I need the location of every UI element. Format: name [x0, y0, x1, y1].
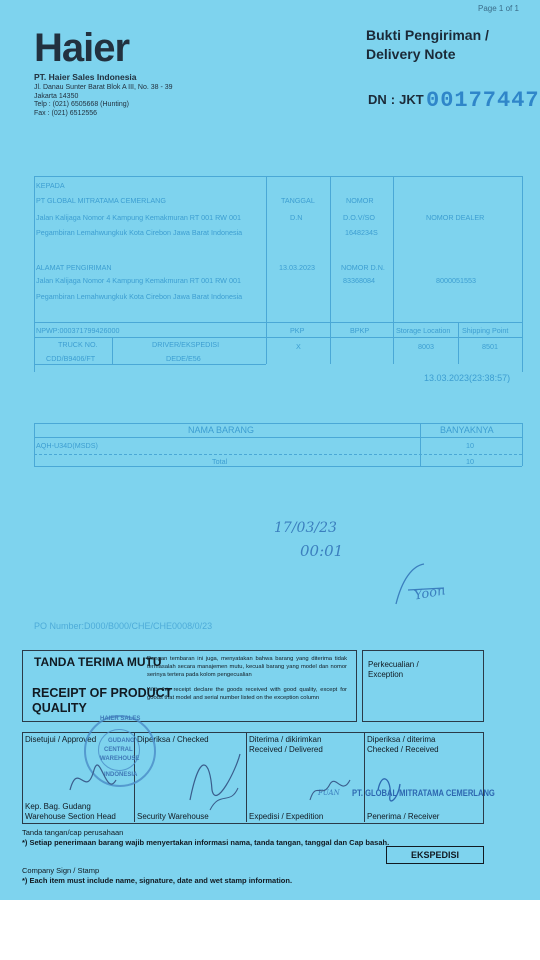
- item-qty-header: BANYAKNYA: [440, 425, 494, 435]
- total-qty: 10: [466, 457, 474, 466]
- dealer-value: 8000051553: [436, 276, 476, 285]
- items-col-rule: [420, 423, 421, 466]
- note-id: *) Setiap penerimaan barang wajib menyertakan informasi nama, tanda tangan, tanggal dan Cap basah.: [22, 838, 390, 847]
- dn-number: 00177447: [426, 88, 540, 113]
- table-rule: [34, 322, 522, 323]
- table-right-rule: [522, 176, 523, 372]
- item-name: AQH-U34D(MSDS): [36, 441, 98, 450]
- page-number: Page 1 of 1: [478, 4, 519, 13]
- warehouse-head-label-1: Kep. Bag. Gudang: [25, 802, 91, 811]
- exception-label-2: Exception: [368, 670, 404, 679]
- kepada-label: KEPADA: [36, 181, 65, 190]
- storage-value: 8003: [418, 342, 434, 351]
- items-left-rule: [34, 423, 35, 466]
- kepada-name: PT GLOBAL MITRATAMA CEMERLANG: [36, 196, 166, 205]
- receipt-title-en-2: QUALITY: [32, 701, 87, 715]
- shipping-value: 8501: [482, 342, 498, 351]
- dn-prefix: JKT: [399, 92, 424, 107]
- total-label: Total: [212, 457, 228, 466]
- signature-stroke: [390, 560, 450, 610]
- expedition-name: FUAN: [318, 789, 340, 797]
- dovso-code: D.O.V/SO: [343, 213, 375, 222]
- tanggal-value: 13.03.2023: [279, 263, 315, 272]
- handwritten-signature: Yoon: [412, 583, 447, 604]
- signature-scribbles: [60, 740, 450, 820]
- npwp: NPWP:000371799426000: [36, 326, 120, 335]
- po-number: PO Number:D000/B000/CHE/CHE0008/0/23: [34, 621, 213, 631]
- alamat-label: ALAMAT PENGIRIMAN: [36, 263, 112, 272]
- checked-received-label-2: Checked / Received: [367, 745, 439, 754]
- ekspedisi-copy-label: EKSPEDISI: [386, 846, 484, 864]
- alamat-address-1: Jalan Kalijaga Nomor 4 Kampung Kemakmuran RT 001 RW 001: [36, 276, 241, 285]
- title-line-en: Delivery Note: [366, 46, 456, 62]
- pkp-value: X: [296, 342, 301, 351]
- receiver-company-stamp: PT. GLOBAL MITRATAMA CEMERLANG: [352, 788, 495, 799]
- receipt-title-en-1: RECEIPT OF PRODUCT: [32, 686, 173, 700]
- receiver-label: Penerima / Receiver: [367, 812, 440, 821]
- received-delivered-label-1: Diterima / dikirimkan: [249, 735, 322, 744]
- haier-logo: Haier: [34, 26, 130, 70]
- address-line: Jakarta 14350: [34, 92, 79, 100]
- items-header-rule: [34, 437, 522, 438]
- bpkp-label: BPKP: [350, 326, 370, 335]
- approved-label: Disetujui / Approved: [25, 735, 97, 744]
- table-col-rule: [266, 176, 267, 364]
- print-timestamp: 13.03.2023(23:38:57): [424, 373, 511, 383]
- items-bottom-rule: [34, 466, 522, 467]
- nomor-label: NOMOR: [346, 196, 374, 205]
- dn-code: D.N: [290, 213, 303, 222]
- truck-value: CDD/B9406/FT: [46, 354, 96, 363]
- table-col-rule: [393, 176, 394, 364]
- alamat-address-2: Pegambiran Lemahwungkuk Kota Cirebon Jawa Barat Indonesia: [36, 292, 243, 301]
- dn-label-text: DN: [368, 92, 387, 107]
- checked-label: Diperiksa / Checked: [137, 735, 209, 744]
- table-rule: [34, 364, 266, 365]
- item-qty: 10: [466, 441, 474, 450]
- security-warehouse-label: Security Warehouse: [137, 812, 209, 821]
- truck-label: TRUCK NO.: [58, 340, 98, 349]
- handwritten-time: 00:01: [300, 542, 344, 560]
- items-right-rule: [522, 423, 523, 466]
- company-sign-en: Company Sign / Stamp: [22, 866, 100, 875]
- received-delivered-label-2: Received / Delivered: [249, 745, 323, 754]
- nomor-dealer-label: NOMOR DEALER: [426, 213, 485, 222]
- address-line: Fax : (021) 6512556: [34, 109, 98, 117]
- stamp-center-3: WAREHOUSE: [100, 756, 140, 762]
- receipt-title-id: TANDA TERIMA MUTU: [34, 655, 162, 669]
- table-col-rule: [112, 337, 113, 364]
- company-address: [34, 84, 173, 118]
- kepada-address-2: Pegambiran Lemahwungkuk Kota Cirebon Jawa Barat Indonesia: [36, 228, 243, 237]
- pkp-label: PKP: [290, 326, 305, 335]
- storage-location-label: Storage Location: [396, 326, 451, 335]
- company-sign-id: Tanda tangan/cap perusahaan: [22, 828, 124, 837]
- nomor-dn-label: NOMOR D.N.: [341, 263, 385, 272]
- receipt-text-id: Dengan tembaran ini juga, menyatakan bahwa barang yang diterima tidak termasalah secara manajemen mutu, kecuali barang yang model dan nomor serinya tertera pada kolom pengecualian: [147, 656, 347, 678]
- driver-label: DRIVER/EKSPEDISI: [152, 340, 220, 349]
- warehouse-head-label-2: Warehouse Section Head: [25, 812, 116, 821]
- title-line-id: Bukti Pengiriman /: [366, 27, 489, 43]
- stamp-center-2: CENTRAL: [104, 747, 133, 753]
- table-rule: [34, 337, 522, 338]
- table-left-rule: [34, 176, 35, 372]
- expedition-label: Expedisi / Expedition: [249, 812, 324, 821]
- stamp-outer-text: HAIER SALES: [100, 716, 141, 722]
- items-top-rule: [34, 423, 522, 424]
- handwritten-date: 17/03/23: [274, 520, 337, 536]
- driver-value: DEDE/E56: [166, 354, 201, 363]
- table-col-rule: [330, 176, 331, 364]
- receipt-text-en: With this receipt declare the goods received with good quality, except for goods that model and serial number listed on the exception column: [147, 687, 347, 701]
- exception-label-1: Perkecualian /: [368, 660, 419, 669]
- dn-colon: :: [390, 92, 396, 107]
- document-title: [366, 26, 489, 64]
- checked-received-label-1: Diperiksa / diterima: [367, 735, 436, 744]
- items-total-rule: [34, 454, 522, 455]
- table-top-rule: [34, 176, 522, 177]
- address-line: Jl. Danau Sunter Barat Blok A III, No. 38 - 39: [34, 84, 173, 91]
- table-col-rule: [458, 322, 459, 364]
- company-name: PT. Haier Sales Indonesia: [34, 72, 137, 82]
- kepada-address-1: Jalan Kalijaga Nomor 4 Kampung Kemakmuran RT 001 RW 001: [36, 213, 241, 222]
- dovso-value: 1648234S: [345, 228, 378, 237]
- stamp-bottom-text: INDONESIA: [104, 772, 138, 778]
- stamp-center-1: GUDANG: [108, 738, 135, 744]
- address-line: Telp : (021) 6505668 (Hunting): [34, 101, 129, 109]
- tanggal-label: TANGGAL: [281, 196, 315, 205]
- shipping-point-label: Shipping Point: [462, 326, 509, 335]
- nomor-dn-value: 83368084: [343, 276, 375, 285]
- item-name-header: NAMA BARANG: [188, 425, 255, 435]
- dn-label: [368, 92, 424, 107]
- note-en: *) Each item must include name, signature, date and wet stamp information.: [22, 876, 293, 885]
